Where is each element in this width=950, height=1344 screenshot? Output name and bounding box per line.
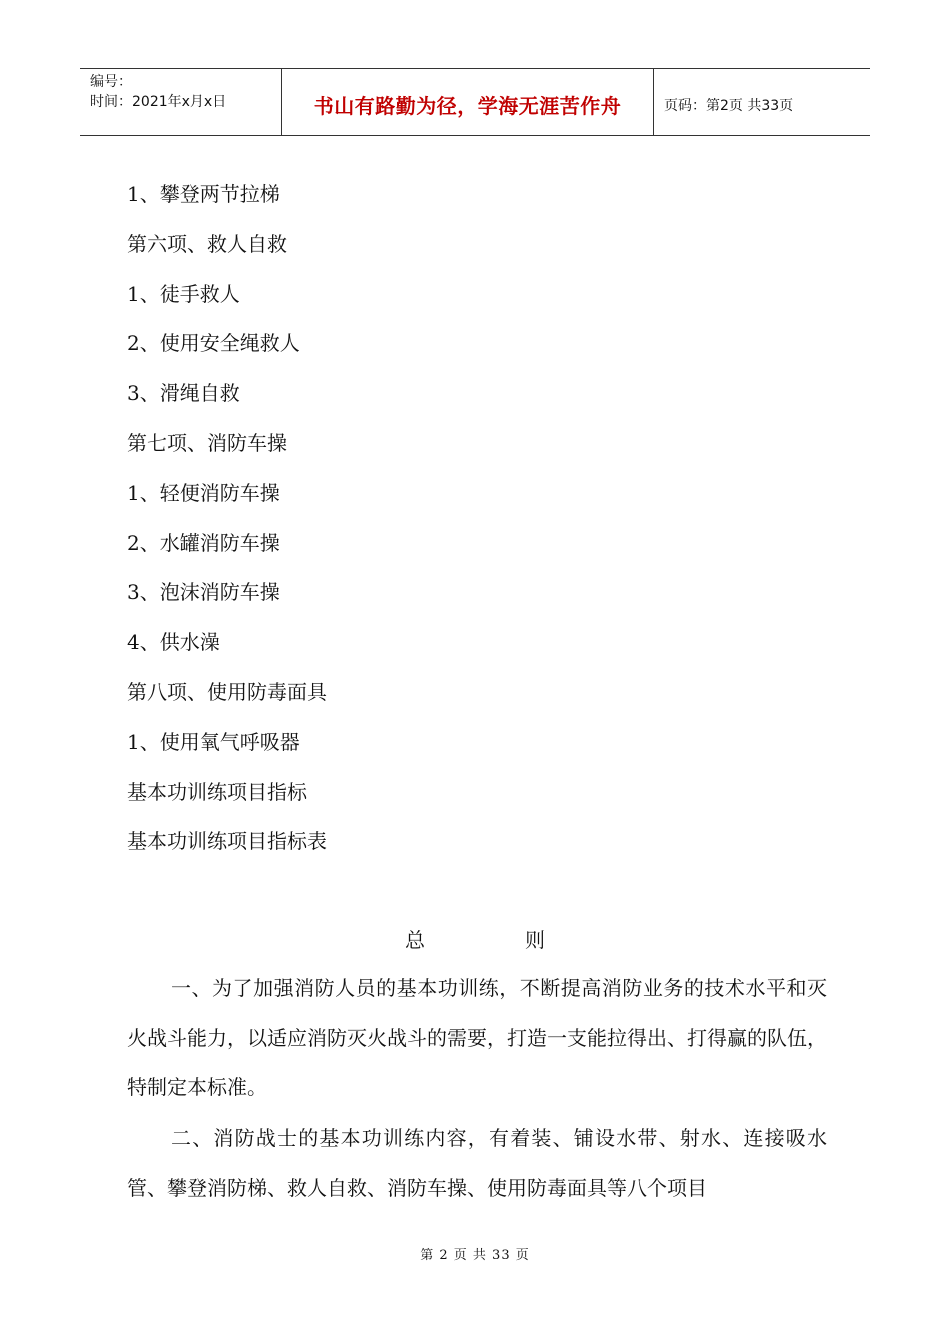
outline-item: 1、徒手救人 (127, 281, 240, 306)
outline-heading: 基本功训练项目指标 (127, 779, 307, 804)
section-title-left: 总 (405, 928, 425, 952)
outline-item: 3、泡沫消防车操 (127, 580, 280, 605)
paragraph-2: 二、消防战士的基本功训练内容，有着装、铺设水带、射水、连接吸水管、攀登消防梯、救人自救、消防车操、使用防毒面具等八个项目 (127, 1126, 827, 1200)
outline-heading: 基本功训练项目指标表 (127, 829, 327, 854)
outline-item: 2、使用安全绳救人 (127, 331, 300, 356)
outline-item: 1、轻便消防车操 (127, 480, 280, 505)
header-page-cell (654, 69, 870, 136)
date-label: 时间：2021年x月x日 (90, 94, 227, 110)
outline-item: 1、使用氧气呼吸器 (127, 729, 300, 754)
page-footer: 第 2 页 共 33 页 (420, 1248, 530, 1263)
outline-heading: 第七项、消防车操 (127, 430, 287, 455)
paragraph-1: 一、为了加强消防人员的基本功训练，不断提高消防业务的技术水平和灭火战斗能力，以适应消防灭火战斗的需要，打造一支能拉得出、打得赢的队伍，特制定本标准。 (127, 976, 827, 1099)
outline-heading: 第八项、使用防毒面具 (127, 679, 327, 704)
outline-item: 2、水罐消防车操 (127, 530, 280, 555)
motto-text: 书山有路勤为径，学海无涯苦作舟 (313, 94, 622, 118)
outline-item: 1、攀登两节拉梯 (127, 182, 280, 206)
section-title-gap (425, 922, 525, 958)
header-page-number: 页码：第2页 共33页 (664, 97, 794, 114)
header-info-cell (80, 69, 281, 136)
page-header (80, 68, 870, 136)
header-motto-cell (281, 69, 654, 136)
outline-heading: 第六项、救人自救 (127, 231, 287, 256)
outline-item: 3、滑绳自救 (127, 381, 240, 406)
serial-number-label: 编号： (90, 74, 132, 90)
outline-list (127, 176, 827, 873)
outline-item: 4、供水澡 (127, 630, 220, 655)
section-title-right: 则 (525, 928, 545, 952)
section-title (0, 922, 950, 958)
